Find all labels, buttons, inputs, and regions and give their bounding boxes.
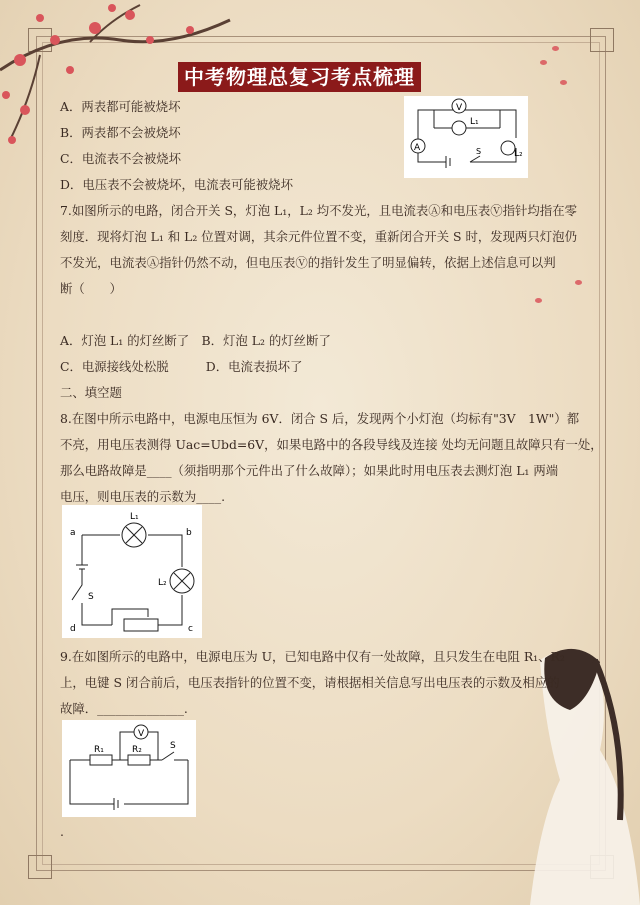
fig2-l2-label: L₂ — [158, 578, 167, 588]
fig2-label-c: c — [188, 624, 193, 634]
q7-options-ab: A．灯泡 L₁ 的灯丝断了 B．灯泡 L₂ 的灯丝断了 — [60, 333, 331, 348]
q9-line2: 上，电键 S 闭合前后，电压表指针的位置不变，请根据相关信息写出电压表的示数及相应的 — [60, 675, 560, 690]
fig2-label-b: b — [186, 528, 192, 538]
fig3-switch-label: S — [170, 741, 176, 751]
fig3-voltmeter-label: V — [138, 729, 145, 739]
q7-line4: 断（ ） — [60, 281, 122, 296]
circuit-figure-1 — [404, 96, 528, 178]
option-d: D．电压表不会被烧坏，电流表可能被烧坏 — [60, 177, 293, 192]
circuit-figure-3 — [62, 720, 196, 817]
trailing-dot: . — [60, 824, 64, 839]
fig3-r1-label: R₁ — [94, 745, 104, 755]
fig2-switch-label: S — [88, 592, 94, 602]
fig2-label-a: a — [70, 528, 76, 538]
petal-decoration — [540, 60, 547, 65]
section-heading: 二、填空题 — [60, 385, 122, 400]
q7-line2: 刻度．现将灯泡 L₁ 和 L₂ 位置对调，其余元件位置不变，重新闭合开关 S 时，发现两只灯泡仍 — [60, 229, 577, 244]
q9-line1: 9.在如图所示的电路中，电源电压为 U，已知电路中仅有一处故障，且只发生在电阻 R₁、R₂ — [60, 649, 565, 664]
q7-line1: 7.如图所示的电路，闭合开关 S，灯泡 L₁，L₂ 均不发光，且电流表Ⓐ和电压表Ⓥ指针均指在零 — [60, 203, 577, 218]
option-b: B．两表都不会被烧坏 — [60, 125, 181, 140]
fig2-l1-label: L₁ — [130, 512, 139, 522]
petal-decoration — [575, 280, 582, 285]
petal-decoration — [552, 46, 559, 51]
option-c: C．电流表不会被烧坏 — [60, 151, 181, 166]
frame-corner — [28, 855, 52, 879]
fig2-label-d: d — [70, 624, 76, 634]
fig3-r2-label: R₂ — [132, 745, 142, 755]
fig1-switch-label: S — [476, 147, 482, 156]
q8-line2: 不亮，用电压表测得 Uac=Ubd=6V，如果电路中的各段导线及连接 处均无问题且故障只有一处， — [60, 437, 603, 452]
q8-line4: 电压，则电压表的示数为____. — [60, 489, 226, 504]
fig1-l2-label: L₂ — [514, 149, 523, 159]
q7-options-cd: C．电源接线处松脱 D．电流表损坏了 — [60, 359, 303, 374]
q9-line3: 故障．______________. — [60, 701, 188, 716]
q8-line3: 那么电路故障是____（须指明那个元件出了什么故障）；如果此时用电压表去测灯泡 L₁ 两端 — [60, 463, 559, 478]
fig1-ammeter-label: A — [414, 143, 421, 153]
q8-line1: 8.在图中所示电路中，电源电压恒为 6V．闭合 S 后，发现两个小灯泡（均标有"3V 1W"）都 — [60, 411, 580, 426]
fig1-voltmeter-label: V — [456, 103, 463, 113]
q7-line3: 不发光，电流表Ⓐ指针仍然不动，但电压表Ⓥ的指针发生了明显偏转，依据上述信息可以判 — [60, 255, 556, 270]
frame-corner — [590, 28, 614, 52]
circuit-figure-2 — [62, 505, 202, 638]
petal-decoration — [535, 298, 542, 303]
page-title: 中考物理总复习考点梳理 — [178, 62, 421, 92]
petal-decoration — [560, 80, 567, 85]
option-a: A．两表都可能被烧坏 — [60, 99, 181, 114]
fig1-l1-label: L₁ — [470, 117, 479, 127]
